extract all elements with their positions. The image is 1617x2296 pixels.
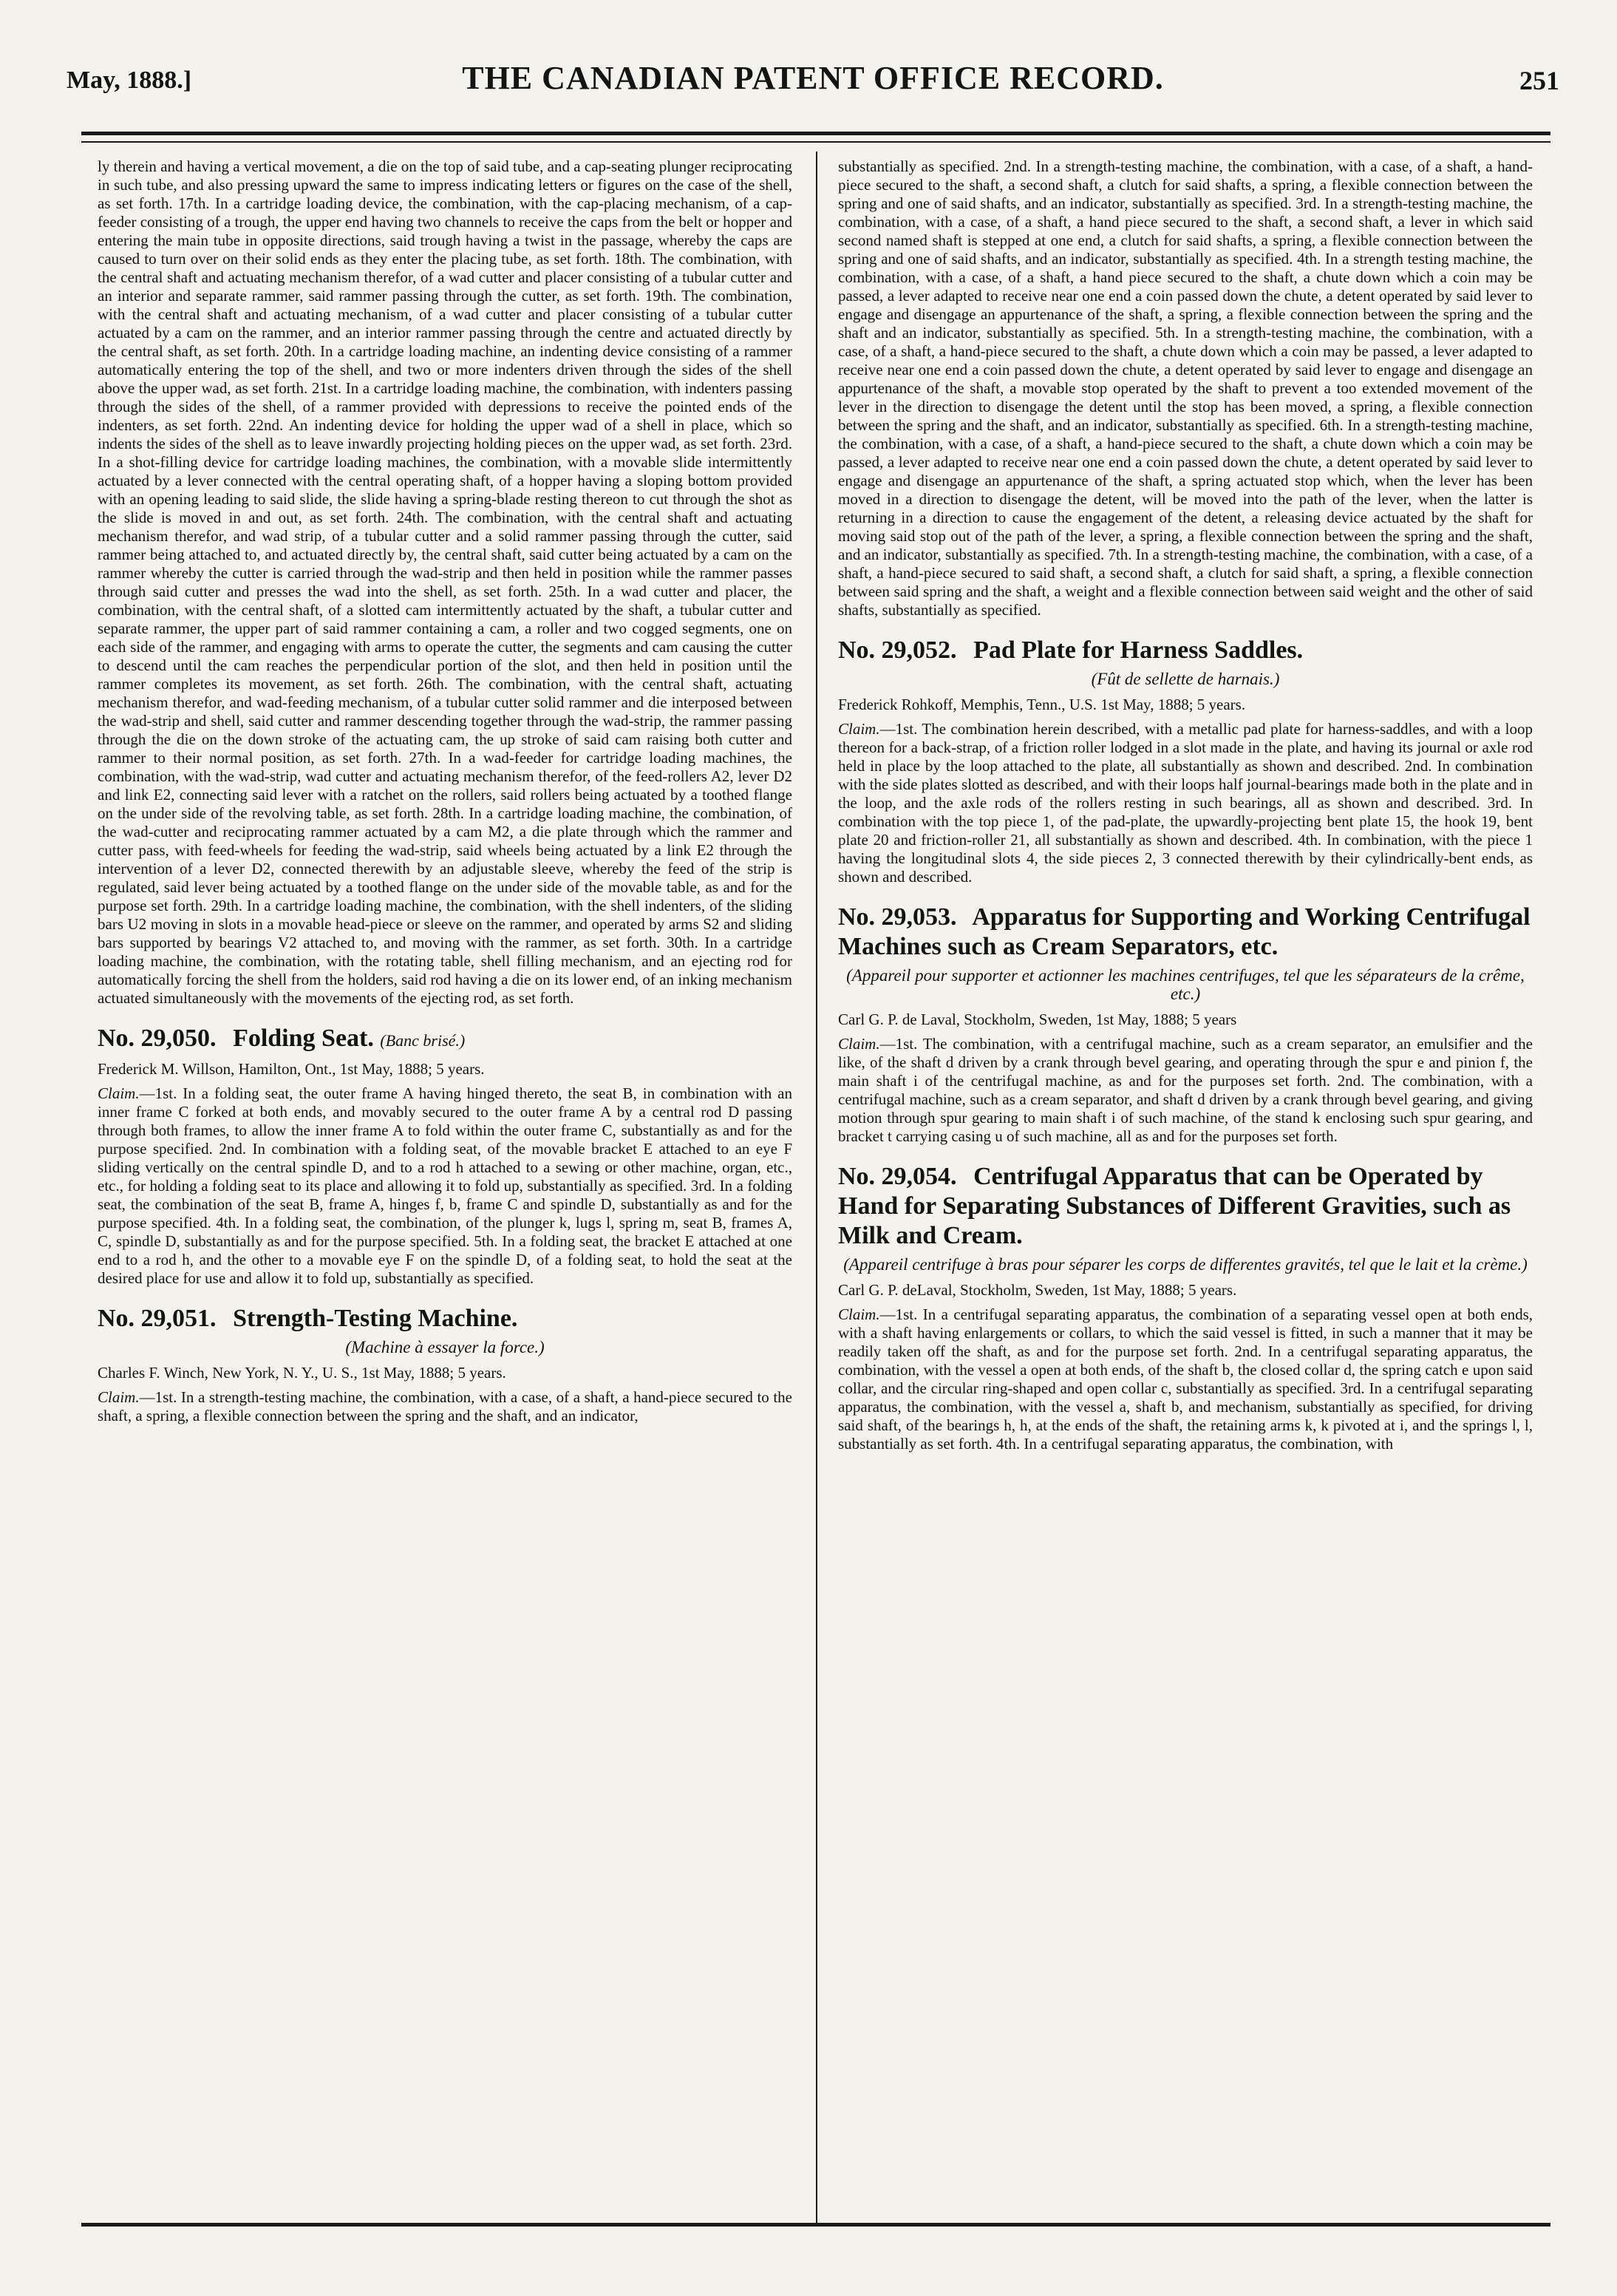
patent-title: Folding Seat. — [233, 1025, 374, 1052]
claim-text — [838, 720, 1533, 886]
page-frame — [81, 132, 1550, 2227]
column-divider — [816, 152, 817, 2223]
patent-entry — [838, 903, 1533, 1146]
patent-entry — [838, 636, 1533, 886]
claim-text — [98, 1388, 792, 1425]
patent-number: No. 29,051. — [98, 1305, 217, 1332]
patent-entry — [838, 1162, 1533, 1453]
claim-body: —1st. In a centrifugal separating apparatus, the combination of a separating vessel open at both ends, with a shaft having enlargements or collars, to which the said vessel is fitted, in such a manner that it may be readily taken off the shaft, as and for the purpose set forth. 2nd. In a centrifugal separating apparatus, the combination, with the vessel a open at both ends, of the shaft b, the closed collar d, the spring catch e upon said collar, and the circular ring-shaped and open collar c, substantially as specified. 3rd. In a centrifugal separating apparatus, the combination, with the vessel a, shaft b, and mechanism, substantially as specified, for driving said shaft, of the bearings h, h, at the ends of the shaft, the retaining arms k, k pivoted at i, and the springs l, l, substantially as set forth. 4th. In a centrifugal separating apparatus, the combination, with — [838, 1305, 1533, 1453]
patent-entry — [98, 1304, 792, 1425]
publication-title: THE CANADIAN PATENT OFFICE RECORD. — [462, 60, 1164, 96]
continued-claims: ly therein and having a vertical movement, a die on the top of said tube, and a cap-seating plunger reciprocating in such tube, and also pressing upward the same to impress indicating letters or figures on the case of the shell, as set forth. 17th. In a cartridge loading device, the combination, with the cap-placing mechanism, of a cap-feeder consisting of a trough, the upper end having two channels to receive the caps from the belt or hopper and entering the main tube in opposite directions, said trough having a twist in the passage, whereby the caps are caused to turn over on their solid ends as they enter the placing tube, as set forth. 18th. The combination, with the central shaft and actuating mechanism therefor, of a wad cutter and placer consisting of a tubular cutter and an interior and separate rammer, said rammer passing through the cutter, as set forth. 19th. The combination, with the central shaft and actuating mechanism, of a wad cutter and placer consisting of a tubular cutter actuated by a cam on the rammer, and an interior rammer passing through the centre and actuated directly by the central shaft, as set forth. 20th. In a cartridge loading machine, an indenting device consisting of a rammer automatically entering the top of the shell, and two or more indenters driven through the sides of the shell above the upper wad, as set forth. 21st. In a cartridge loading machine, the combination, with indenters passing through the sides of the shell, of a rammer provided with depressions to receive the pointed ends of the indenters, as set forth. 22nd. An indenting device for holding the upper wad of a shell in place, which so indents the sides of the shell as to leave inwardly projecting holding pieces on the upper wad, as set forth. 23rd. In a shot-filling device for cartridge loading machines, the combination, with a movable slide intermittently actuated by a lever connected with the central operating shaft, of a hopper having a sloping bottom provided with an opening leading to said slide, the slide having a spring-blade resting thereon to cut through the shot as the slide is moved in and out, as set forth. 24th. The combination, with the central shaft and actuating mechanism therefor, and wad strip, of a tubular cutter and a solid rammer passing through the cutter, said rammer being attached to, and actuated directly by, the central shaft, said cutter being actuated by a cam on the rammer whereby the cutter is carried through the wad-strip and then held in position while the rammer passes through said cutter and presses the wad into the shell, as set forth. 25th. In a wad cutter and placer, the combination, with the central shaft, of a slotted cam intermittently actuated by the shaft, a tubular cutter and separate rammer, the upper part of said rammer containing a cam, a roller and two cogged segments, one on each side of the rammer, and engaging with arms to operate the cutter, the segments and cam causing the cutter to descend until the cam reaches the perpendicular portion of the slot, and then held in position until the rammer completes its movement, as set forth. 26th. The combination, with the central shaft, actuating mechanism therefor, and wad-feeding mechanism, of a tubular cutter solid rammer and die interposed between the wad-strip and shell, said cutter and rammer descending together through the wad-strip, the rammer passing through the die on the down stroke of the actuating cam, the up stroke of said cam raising both cutter and rammer to their normal position, as set forth. 27th. In a wad-feeder for cartridge loading machines, the combination, with the wad-strip, wad cutter and actuating mechanism therefor, of the feed-rollers A2, lever D2 and link E2, connecting said lever with a ratchet on the rollers, said rollers being actuated by a toothed flange on the under side of the revolving table, as set forth. 28th. In a cartridge loading machine, the combination, of the wad-cutter and reciprocating rammer actuated by a cam M2, a die plate through which the rammer and cutter pass, with feed-wheels for feeding the wad-strip, said wheels being actuated by a link E2 through the intervention of a lever D2, connected therewith by an adjustable sleeve, whereby the feed of the strip is regulated, said lever being actuated by a toothed flange on the under side of the movable table, as and for the purpose set forth. 29th. In a cartridge loading machine, the combination, with the shell indenters, of the sliding bars U2 moving in slots in a movable head-piece or sleeve on the rammer, and operated by arms S2 and sliding bars supported by bearings V2 attached to, and moving with the rammer, as set forth. 30th. In a cartridge loading machine, the combination, with the rotating table, shell filling mechanism, and an ejecting rod for automatically forcing the shell from the holders, said rod having a die on its lower end, of an inking mechanism actuated simultaneously with the movements of the ejecting rod, as set forth. — [98, 157, 792, 1007]
patent-title: Pad Plate for Harness Saddles. — [973, 636, 1304, 664]
claim-label: Claim. — [838, 720, 880, 738]
patent-title: Strength-Testing Machine. — [233, 1305, 518, 1332]
patentee-line: Carl G. P. de Laval, Stockholm, Sweden, 1st May, 1888; 5 years — [838, 1011, 1237, 1028]
patent-title: Centrifugal Apparatus that can be Operated by Hand for Separating Substances of Different Gravities, such as Milk and Cream. — [838, 1163, 1511, 1249]
patentee-line: Carl G. P. deLaval, Stockholm, Sweden, 1st May, 1888; 5 years. — [838, 1281, 1237, 1299]
entry-heading — [98, 1304, 792, 1334]
patent-entry — [98, 1024, 792, 1288]
claim-body: —1st. In a folding seat, the outer frame A having hinged thereto, the seat B, in combination with an inner frame C forked at both ends, and movably secured to the outer frame A by a central rod D passing through both frames, to allow the inner frame A to fold within the outer frame C, substantially as and for the purpose specified. 2nd. In combination with a folding seat, of the movable bracket E attached to an eye F sliding vertically on the central spindle D, and to a rod h attached to a sewing or other machine, organ, etc., etc., for holding a folding seat to its place and allowing it to fold up, substantially as specified. 3rd. In a folding seat, the combination of the seat B, frame A, hinges f, b, frame C and spindle D, substantially as and for the purpose specified. 4th. In a folding seat, the combination, of the plunger k, lugs l, spring m, seat B, frames A, C, spindle D, substantially as and for the purpose specified. 5th. In a folding seat, the bracket E attached at one end to a rod h, and the other to a movable eye F on the spindle D, of a folding seat, to hold the seat at the desired place for use and allow it to fold up, substantially as specified. — [98, 1084, 792, 1287]
claim-label: Claim. — [838, 1035, 880, 1053]
right-column — [838, 157, 1533, 2215]
claim-body: —1st. In a strength-testing machine, the combination, with a case, of a shaft, a hand-piece secured to the shaft, a spring, a flexible connection between the spring and the shaft, and an indicator, — [98, 1388, 792, 1424]
issue-date: May, 1888.] — [67, 67, 192, 94]
patentee-line: Frederick Rohkoff, Memphis, Tenn., U.S. 1st May, 1888; 5 years. — [838, 696, 1246, 713]
claim-text — [838, 1305, 1533, 1453]
entry-heading — [98, 1024, 792, 1056]
page-header — [67, 59, 1559, 103]
french-title: (Appareil pour supporter et actionner les machines centrifuges, tel que les séparateurs de la crême, etc.) — [846, 966, 1525, 1003]
continued-claims: substantially as specified. 2nd. In a strength-testing machine, the combination, with a case, of a shaft, a hand-piece secured to the shaft, a second shaft, a clutch for said shafts, a spring, a flexible connection between the spring and one of said shafts, and an indicator, substantially as specified. 3rd. In a strength-testing machine, the combination, with a case, of a shaft, a hand piece secured to the shaft, a second shaft, a lever in which said second named shaft is stepped at one end, a clutch for said shafts, a spring, a flexible connection between the spring and one of said shafts, and an indicator, substantially as specified. 4th. In a strength testing machine, the combination, with a case, of a shaft, a hand piece secured to the shaft, a chute down which a coin may be passed, a lever adapted to receive near one end a coin passed down the chute, a detent operated by said lever to engage and disengage an appurtenance of the shaft, a spring, a flexible connection between the spring and the shaft and an indicator, substantially as specified. 5th. In a strength-testing machine, the combination, with a case, of a shaft, a hand-piece secured to the shaft, a chute down which a coin may be passed, a lever adapted to receive near one end a coin passed down the chute, a detent operated by said lever to engage and disengage an appurtenance of the shaft, a movable stop operated by the shaft to prevent a too extended movement of the lever in the direction to disengage the detent until the stop has been moved, a spring, a flexible connection between the spring and the shaft, and an indicator, substantially as specified. 6th. In a strength-testing machine, the combination, with a case, of a shaft, a hand-piece secured to the shaft, a chute down which a coin may be passed, a lever adapted to receive near one end a coin passed down the chute, a detent operated by said lever to engage and disengage an appurtenance of the shaft, a spring actuated stop which, when the lever has been moved in a direction to disengage the detent, will be moved into the path of the lever, when the latter is returning in a direction to cause the engagement of the detent, a releasing device actuated by the shaft for moving said stop out of the path of the lever, a spring, a flexible connection between the spring and the shaft, and an indicator, substantially as specified. 7th. In a strength-testing machine, the combination, with a case, of a shaft, a hand-piece secured to said shaft, a second shaft, a clutch for said shaft, a spring, a flexible connection between said spring and the shaft, a weight and a flexible connection between said weight and the other of said shafts, substantially as specified. — [838, 157, 1533, 619]
left-column — [98, 157, 792, 2215]
entry-heading — [838, 1162, 1533, 1251]
patent-number: No. 29,052. — [838, 636, 957, 664]
claim-text — [838, 1035, 1533, 1146]
page-number: 251 — [1519, 66, 1559, 95]
claim-label: Claim. — [98, 1084, 140, 1102]
patentee-line: Frederick M. Willson, Hamilton, Ont., 1st May, 1888; 5 years. — [98, 1060, 485, 1078]
claim-label: Claim. — [98, 1388, 140, 1406]
claim-body: —1st. The combination, with a centrifugal machine, such as a cream separator, an emulsifier and the like, of the shaft d driven by a crank through bevel gearing, and operating through the spur e and pinion f, the main shaft i of the centrifugal machine, as and for the purposes set forth. 2nd. The combination, with a centrifugal machine, such as a cream separator, and shaft d driven by a crank through bevel gearing, and giving motion through spur gearing to main shaft i of such machine, of the stand k enclosing such spur gearing, and bracket t carrying casing u of such machine, all as and for the purposes set forth. — [838, 1035, 1533, 1145]
french-title: (Appareil centrifuge à bras pour séparer les corps de differentes gravités, tel que le lait et la crème.) — [843, 1255, 1528, 1274]
claim-body: —1st. The combination herein described, with a metallic pad plate for harness-saddles, and with a loop thereon for a back-strap, of a friction roller lodged in a slot made in the plate, and having its journal or axle rod held in place by the loop attached to the plate, all substantially as shown and described. 2nd. In combination with the side plates slotted as described, and with their loops half journal-bearings made both in the plate and in the loop, and the axle rods of the rollers resting in such bearings, all as shown and described. 3rd. In combination with the top piece 1, of the pad-plate, the upwardly-projecting bent plate 15, the hook 19, bent plate 20 and friction-roller 21, all substantially as shown and described. 4th. In combination, with the piece 1 having the longitudinal slots 4, the side pieces 2, 3 connected therewith by their cylindrically-bent ends, as shown and described. — [838, 720, 1533, 886]
patent-number: No. 29,054. — [838, 1163, 957, 1190]
entry-heading — [838, 903, 1533, 962]
claim-text — [98, 1084, 792, 1288]
french-title: (Machine à essayer la force.) — [345, 1338, 545, 1356]
entry-heading — [838, 636, 1533, 665]
patent-title: Apparatus for Supporting and Working Centrifugal Machines such as Cream Separators, etc. — [838, 903, 1531, 960]
patent-number: No. 29,050. — [98, 1025, 217, 1052]
french-title: (Fût de sellette de harnais.) — [1091, 670, 1280, 688]
claim-label: Claim. — [838, 1305, 880, 1323]
patent-number: No. 29,053. — [838, 903, 957, 931]
french-title: (Banc brisé.) — [380, 1031, 466, 1050]
patentee-line: Charles F. Winch, New York, N. Y., U. S., 1st May, 1888; 5 years. — [98, 1364, 506, 1382]
